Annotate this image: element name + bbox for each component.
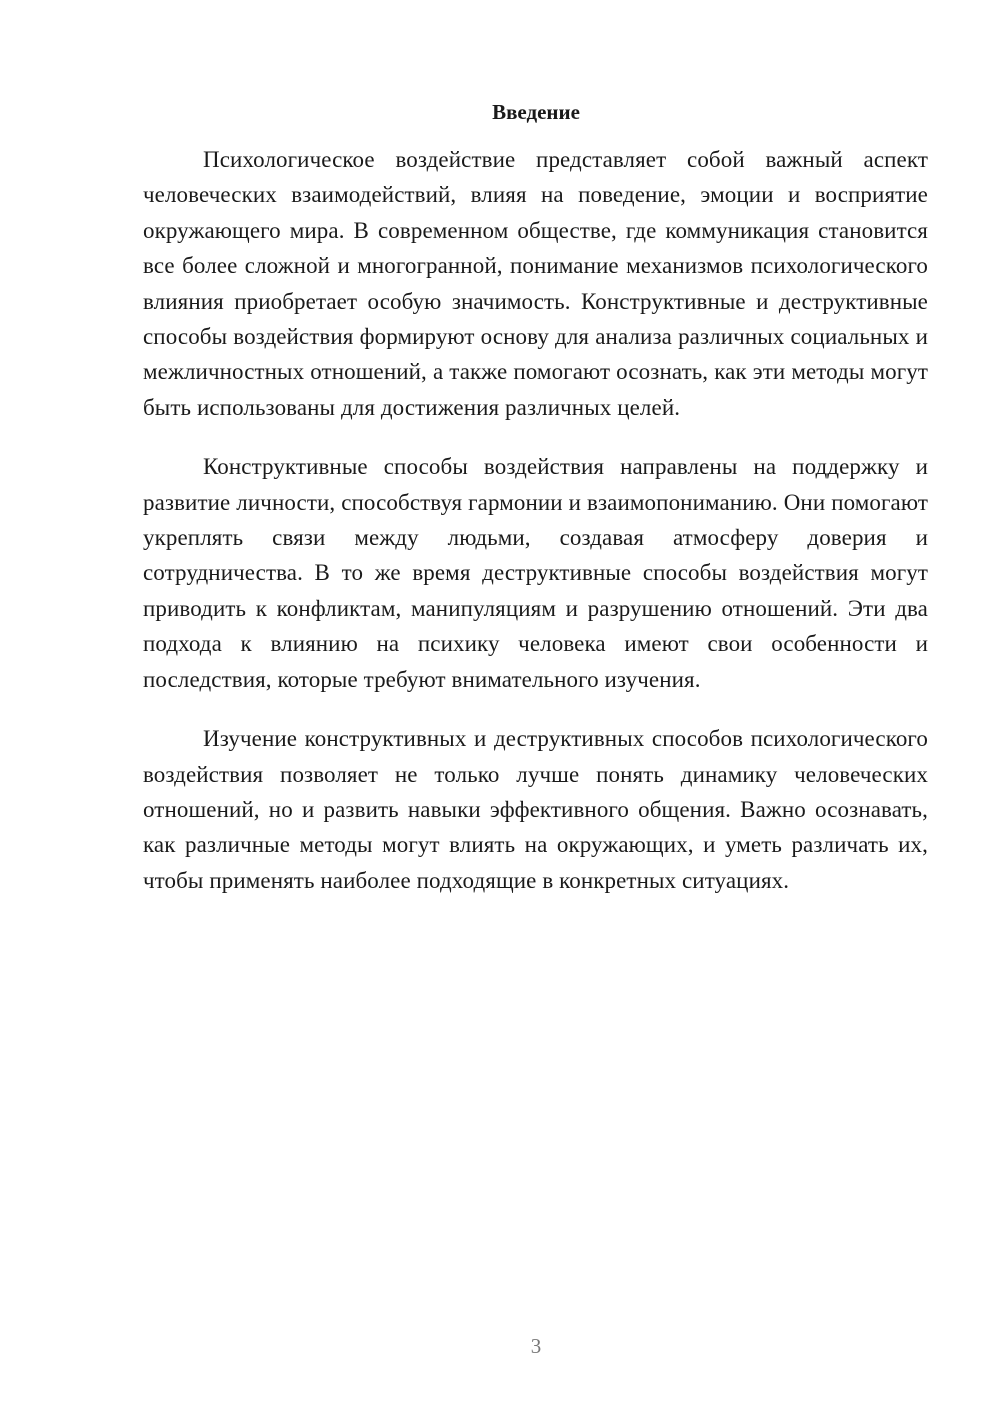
paragraph-3: Изучение конструктивных и деструктивных способов психологического воздействия позволяет не только лучше понять динамику человеческих отношений, но и развить навыки эффективного общения. Важно осознавать, как различные методы могут влиять на окружающих, и уметь различать их, чтобы применять наиболее подходящие в конкретных ситуациях. xyxy=(143,726,928,893)
body-text xyxy=(143,142,928,922)
section-heading: Введение xyxy=(492,100,580,124)
page-number: 3 xyxy=(530,1334,542,1358)
paragraph-2: Конструктивные способы воздействия направлены на поддержку и развитие личности, способствуя гармонии и взаимопониманию. Они помогают укреплять связи между людьми, создавая атмосферу доверия и сотрудничества. В то же время деструктивные способы воздействия могут приводить к конфликтам, манипуляциям и разрушению отношений. Эти два подхода к влиянию на психику человека имеют свои особенности и последствия, которые требуют внимательного изучения. xyxy=(143,454,928,692)
paragraph-1: Психологическое воздействие представляет собой важный аспект человеческих взаимодействий, влияя на поведение, эмоции и восприятие окружающего мира. В современном обществе, где коммуникация становится все более сложной и многогранной, понимание механизмов психологического влияния приобретает особую значимость. Конструктивные и деструктивные способы воздействия формируют основу для анализа различных социальных и межличностных отношений, а также помогают осознать, как эти методы могут быть использованы для достижения различных целей. xyxy=(143,147,928,420)
